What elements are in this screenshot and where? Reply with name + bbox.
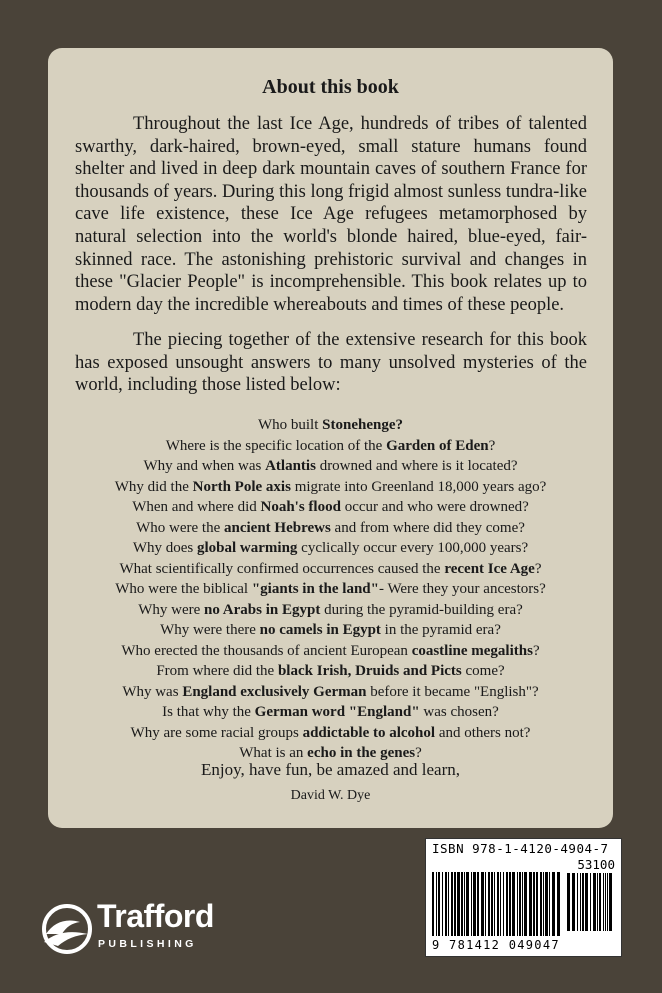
question-item [48, 436, 613, 457]
question-text: come? [461, 663, 505, 679]
barcode-bar [473, 872, 476, 936]
question-text: ? [415, 745, 422, 761]
question-keyword: German word "England" [254, 704, 420, 720]
question-text: ? [532, 642, 540, 659]
barcode-bar [552, 872, 555, 936]
barcode-bar [506, 872, 508, 936]
questions-list [48, 415, 613, 764]
barcode-bar [605, 873, 606, 931]
question-text: migrate into Greenland 18,000 years ago? [290, 478, 547, 495]
question-keyword: Garden of Eden [386, 437, 489, 454]
barcode-bar [533, 872, 535, 936]
closing-line: Enjoy, have fun, be amazed and learn, [201, 760, 460, 779]
barcode-bar [509, 872, 511, 936]
question-text: Who erected the thousands of ancient European [121, 642, 412, 659]
barcode-bar [485, 872, 486, 936]
barcode-bar [454, 872, 456, 936]
section-title: About this book [262, 76, 399, 98]
question-text: ? [534, 560, 542, 577]
barcode-bar [471, 872, 472, 936]
barcode-bar [448, 872, 449, 936]
publisher-logo [40, 898, 270, 962]
question-keyword: black Irish, Druids and Picts [277, 663, 462, 679]
barcode-bars [432, 872, 562, 938]
question-keyword: addictable to alcohol [302, 724, 436, 741]
barcode-bar [457, 872, 460, 936]
question-text: Why and when was [143, 458, 266, 474]
barcode-bar [582, 873, 584, 931]
barcode-bar [488, 872, 490, 936]
barcode-bar [545, 872, 548, 936]
question-text: What is an [239, 745, 308, 761]
barcode-bar [481, 872, 484, 936]
question-text: When and where did [132, 499, 261, 515]
barcode-bar [466, 872, 469, 936]
question-item [48, 456, 613, 477]
barcode-bar [567, 873, 570, 931]
question-text: drowned and where is it located? [315, 458, 518, 474]
question-text: Why are some racial groups [130, 724, 303, 741]
barcode-bar [451, 872, 453, 936]
barcode-bar [557, 872, 560, 936]
question-item [48, 682, 613, 703]
barcode-bar [607, 873, 608, 931]
barcode-addon-bars [567, 873, 613, 933]
barcode-bar [609, 873, 612, 931]
question-text: and from where did they come? [330, 519, 525, 536]
barcode-bar [540, 872, 542, 936]
barcode-bar [593, 873, 596, 931]
question-keyword: Stonehenge? [322, 417, 403, 433]
question-keyword: recent Ice Age [444, 560, 535, 577]
question-keyword: global warming [196, 540, 298, 556]
intro-paragraph [75, 113, 587, 316]
barcode-number: 9 781412 049047 [432, 938, 560, 952]
question-text: was chosen? [419, 704, 499, 720]
barcode-bar [599, 873, 601, 931]
barcode-bar [597, 873, 598, 931]
question-item [48, 661, 613, 682]
barcode-bar [442, 872, 443, 936]
question-text: ? [488, 437, 496, 454]
question-keyword: no Arabs in Egypt [204, 601, 321, 618]
question-keyword: England exclusively German [182, 683, 367, 700]
question-text: From where did the [156, 663, 278, 679]
barcode-bar [461, 872, 463, 936]
question-item [48, 600, 613, 621]
about-panel [48, 48, 613, 828]
question-item [48, 579, 613, 600]
barcode-bar [543, 872, 544, 936]
barcode-bar [590, 873, 591, 931]
question-keyword: echo in the genes [307, 745, 416, 761]
research-paragraph-text: The piecing together of the extensive research for this book has exposed unsought answers to many unsolved mysteries of the world, including those listed below: [75, 330, 587, 396]
author-signature: David W. Dye [290, 788, 371, 803]
question-text: What scientifically confirmed occurrences caused the [119, 560, 445, 577]
barcode-bar [494, 872, 495, 936]
question-item [48, 497, 613, 518]
barcode-bar [438, 872, 440, 936]
question-text: Who built [257, 417, 323, 433]
question-text: - Were they your ancestors? [378, 581, 546, 597]
barcode-bar [432, 872, 434, 936]
question-text: Why were [138, 601, 205, 618]
question-text: before it became "English"? [366, 683, 539, 700]
barcode-bar [477, 872, 479, 936]
question-keyword: "giants in the land" [251, 581, 379, 597]
question-item [48, 538, 613, 559]
question-item [48, 518, 613, 539]
question-text: Why does [132, 540, 197, 556]
question-text: during the pyramid-building era? [320, 601, 523, 618]
barcode-bar [436, 872, 437, 936]
question-item [48, 702, 613, 723]
question-text: and others not? [435, 724, 531, 741]
barcode-bar [503, 872, 504, 936]
barcode-bar [517, 872, 518, 936]
question-keyword: Atlantis [265, 458, 316, 474]
question-item [48, 620, 613, 641]
publisher-name: Trafford [97, 898, 214, 934]
barcode-bar [500, 872, 501, 936]
wave-logo-icon [40, 904, 94, 954]
question-item [48, 641, 613, 662]
barcode-bar [512, 872, 515, 936]
question-keyword: no camels in Egypt [259, 622, 381, 638]
question-text: Where is the specific location of the [165, 437, 387, 454]
price-code: 53100 [577, 857, 615, 872]
barcode-bar [464, 872, 465, 936]
intro-paragraph-text: Throughout the last Ice Age, hundreds of tribes of talented swarthy, dark-haired, brown-eyed, small stature humans found shelter and lived in deep dark mountain caves of southern France for thousands of years. During this long frigid almost sunless tundra-like cave life existence, these Ice Age refugees metamorphosed by natural selection into the world's blonde haired, blue-eyed, fair-skinned race. The astonishing prehistoric survival and changes in these "Glacier People" is incomprehensible. This book relates up to modern day the incredible whereabouts and times of these people. [75, 114, 587, 315]
question-text: Why were there [160, 622, 260, 638]
question-keyword: ancient Hebrews [224, 519, 331, 536]
question-item [48, 415, 613, 436]
isbn-barcode [425, 838, 622, 957]
question-item [48, 559, 613, 580]
barcode-bar [549, 872, 550, 936]
question-item [48, 723, 613, 744]
barcode-bar [536, 872, 538, 936]
question-text: Why did the [114, 478, 193, 495]
question-text: Who were the biblical [115, 581, 252, 597]
barcode-bar [497, 872, 499, 936]
barcode-bar [519, 872, 521, 936]
barcode-bar [445, 872, 447, 936]
barcode-bar [491, 872, 493, 936]
barcode-bar [577, 873, 578, 931]
question-item [48, 477, 613, 498]
isbn-label: ISBN 978-1-4120-4904-7 [432, 841, 609, 856]
question-keyword: North Pole axis [192, 478, 291, 495]
question-text: Is that why the [162, 704, 255, 720]
barcode-bar [529, 872, 532, 936]
publisher-subtitle: PUBLISHING [98, 938, 197, 950]
barcode-bar [585, 873, 588, 931]
research-paragraph [75, 329, 587, 397]
question-keyword: coastline megaliths [411, 642, 533, 659]
question-text: Who were the [136, 519, 224, 536]
barcode-bar [522, 872, 523, 936]
question-text: occur and who were drowned? [340, 499, 529, 515]
barcode-bar [603, 873, 604, 931]
question-text: cyclically occur every 100,000 years? [297, 540, 529, 556]
question-text: in the pyramid era? [380, 622, 501, 638]
barcode-bar [524, 872, 527, 936]
barcode-bar [572, 873, 575, 931]
question-text: Why was [122, 683, 183, 700]
barcode-bar [580, 873, 581, 931]
question-keyword: Noah's flood [260, 499, 341, 515]
